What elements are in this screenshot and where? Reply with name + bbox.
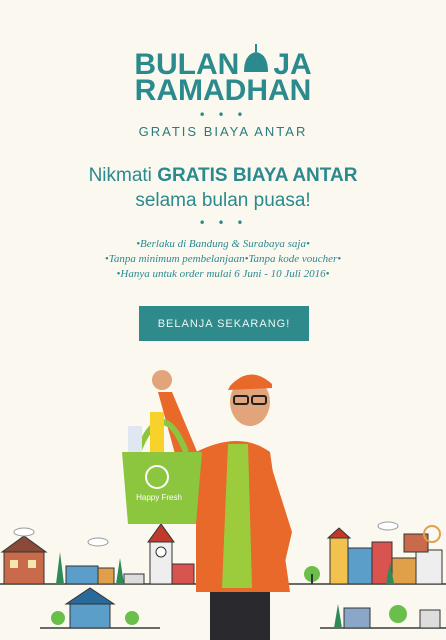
logo-word-ja: JA xyxy=(273,48,312,81)
hero-illustration xyxy=(0,352,446,640)
terms-list xyxy=(0,237,446,282)
headline xyxy=(0,163,446,213)
decor-dots: • • • xyxy=(198,216,248,230)
subtitle: GRATIS BIAYA ANTAR xyxy=(138,124,308,139)
shop-now-button[interactable]: BELANJA SEKARANG! xyxy=(139,306,309,341)
decor-dots: • • • xyxy=(198,108,248,122)
headline-line2: selama bulan puasa! xyxy=(135,190,311,211)
term-item: •Hanya untuk order mulai 6 Juni - 10 Juli 2016• xyxy=(116,268,330,280)
logo-line2: RAMADHAN xyxy=(134,74,312,107)
headline-bold: GRATIS BIAYA ANTAR xyxy=(157,165,358,186)
right-city-illustration xyxy=(304,522,442,628)
term-item: •Berlaku di Bandung & Surabaya saja• xyxy=(136,238,310,250)
delivery-person-illustration xyxy=(122,370,292,640)
logo-word-bulan: BULAN xyxy=(134,48,240,81)
logo-line1 xyxy=(0,44,446,81)
term-item: •Tanpa minimum pembelanjaan•Tanpa kode voucher• xyxy=(104,253,342,265)
left-city-illustration xyxy=(2,524,194,628)
headline-prefix: Nikmati xyxy=(88,165,158,186)
bag-brand-label: Happy Fresh xyxy=(136,493,182,502)
